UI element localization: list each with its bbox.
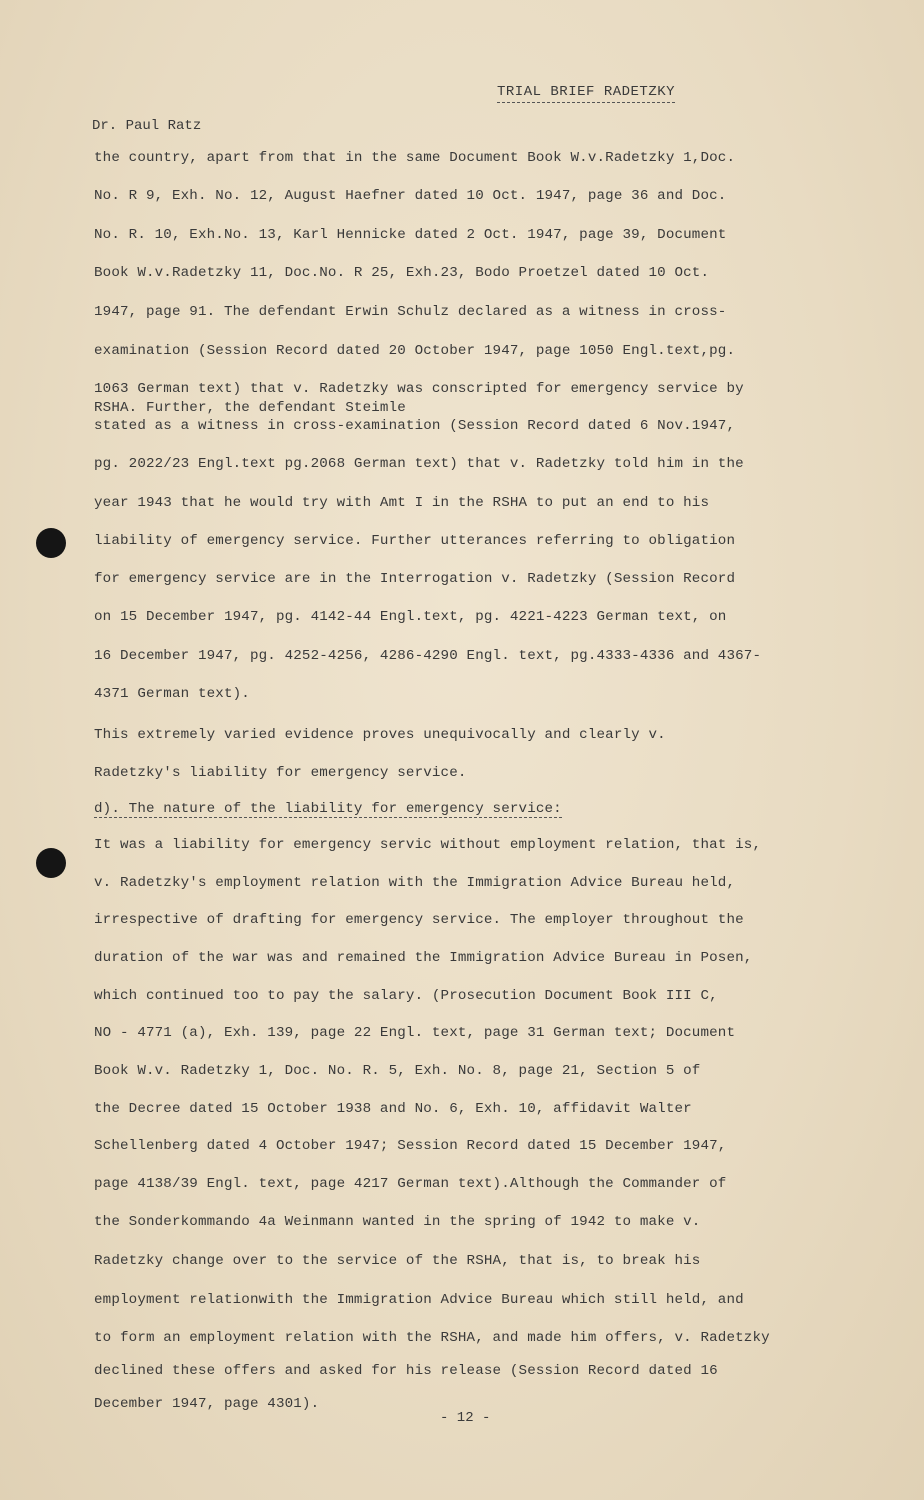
body-line: irrespective of drafting for emergency service. The employer throughout the bbox=[94, 912, 744, 928]
body-line: liability of emergency service. Further utterances referring to obligation bbox=[94, 533, 736, 549]
body-line: year 1943 that he would try with Amt I in the RSHA to put an end to his bbox=[94, 495, 710, 511]
body-line: No. R. 10, Exh.No. 13, Karl Hennicke dated 2 Oct. 1947, page 39, Document bbox=[94, 227, 727, 243]
body-line: employment relationwith the Immigration Advice Bureau which still held, and bbox=[94, 1292, 744, 1308]
body-line: 16 December 1947, pg. 4252-4256, 4286-4290 Engl. text, pg.4333-4336 and 4367- bbox=[94, 648, 762, 664]
punch-hole bbox=[36, 848, 66, 878]
document-header-title: TRIAL BRIEF RADETZKY bbox=[497, 84, 675, 103]
body-line: for emergency service are in the Interrogation v. Radetzky (Session Record bbox=[94, 571, 736, 587]
body-line: 1947, page 91. The defendant Erwin Schulz declared as a witness in cross- bbox=[94, 304, 727, 320]
body-line: page 4138/39 Engl. text, page 4217 German text).Although the Commander of bbox=[94, 1176, 727, 1192]
body-line: It was a liability for emergency servic without employment relation, that is, bbox=[94, 837, 762, 853]
body-line: v. Radetzky's employment relation with the Immigration Advice Bureau held, bbox=[94, 875, 736, 891]
body-line: the Sonderkommando 4a Weinmann wanted in the spring of 1942 to make v. bbox=[94, 1214, 701, 1230]
body-line: Radetzky's liability for emergency service. bbox=[94, 765, 467, 781]
body-line: RSHA. Further, the defendant Steimle bbox=[94, 400, 406, 416]
body-line: the country, apart from that in the same Document Book W.v.Radetzky 1,Doc. bbox=[94, 150, 736, 166]
body-line: which continued too to pay the salary. (Prosecution Document Book III C, bbox=[94, 988, 718, 1004]
section-heading bbox=[94, 801, 562, 817]
body-line: to form an employment relation with the RSHA, and made him offers, v. Radetzky bbox=[94, 1330, 770, 1346]
body-line: Schellenberg dated 4 October 1947; Session Record dated 15 December 1947, bbox=[94, 1138, 727, 1154]
body-line: examination (Session Record dated 20 October 1947, page 1050 Engl.text,pg. bbox=[94, 343, 736, 359]
author-name: Dr. Paul Ratz bbox=[92, 118, 202, 134]
punch-hole bbox=[36, 528, 66, 558]
body-line: December 1947, page 4301). bbox=[94, 1396, 320, 1412]
body-line: NO - 4771 (a), Exh. 139, page 22 Engl. text, page 31 German text; Document bbox=[94, 1025, 736, 1041]
body-line: This extremely varied evidence proves unequivocally and clearly v. bbox=[94, 727, 666, 743]
body-line: pg. 2022/23 Engl.text pg.2068 German text) that v. Radetzky told him in the bbox=[94, 456, 744, 472]
body-line: No. R 9, Exh. No. 12, August Haefner dated 10 Oct. 1947, page 36 and Doc. bbox=[94, 188, 727, 204]
body-line: Radetzky change over to the service of the RSHA, that is, to break his bbox=[94, 1253, 701, 1269]
body-line: stated as a witness in cross-examination (Session Record dated 6 Nov.1947, bbox=[94, 418, 736, 434]
body-line: on 15 December 1947, pg. 4142-44 Engl.text, pg. 4221-4223 German text, on bbox=[94, 609, 727, 625]
body-line: 1063 German text) that v. Radetzky was conscripted for emergency service by bbox=[94, 381, 744, 397]
body-line: 4371 German text). bbox=[94, 686, 250, 702]
page-number: - 12 - bbox=[440, 1410, 491, 1426]
section-heading-text: d). The nature of the liability for emergency service: bbox=[94, 801, 562, 817]
body-line: Book W.v.Radetzky 11, Doc.No. R 25, Exh.23, Bodo Proetzel dated 10 Oct. bbox=[94, 265, 710, 281]
body-line: duration of the war was and remained the Immigration Advice Bureau in Posen, bbox=[94, 950, 753, 966]
body-line: Book W.v. Radetzky 1, Doc. No. R. 5, Exh. No. 8, page 21, Section 5 of bbox=[94, 1063, 701, 1079]
body-line: the Decree dated 15 October 1938 and No. 6, Exh. 10, affidavit Walter bbox=[94, 1101, 692, 1117]
body-line: declined these offers and asked for his release (Session Record dated 16 bbox=[94, 1363, 718, 1379]
